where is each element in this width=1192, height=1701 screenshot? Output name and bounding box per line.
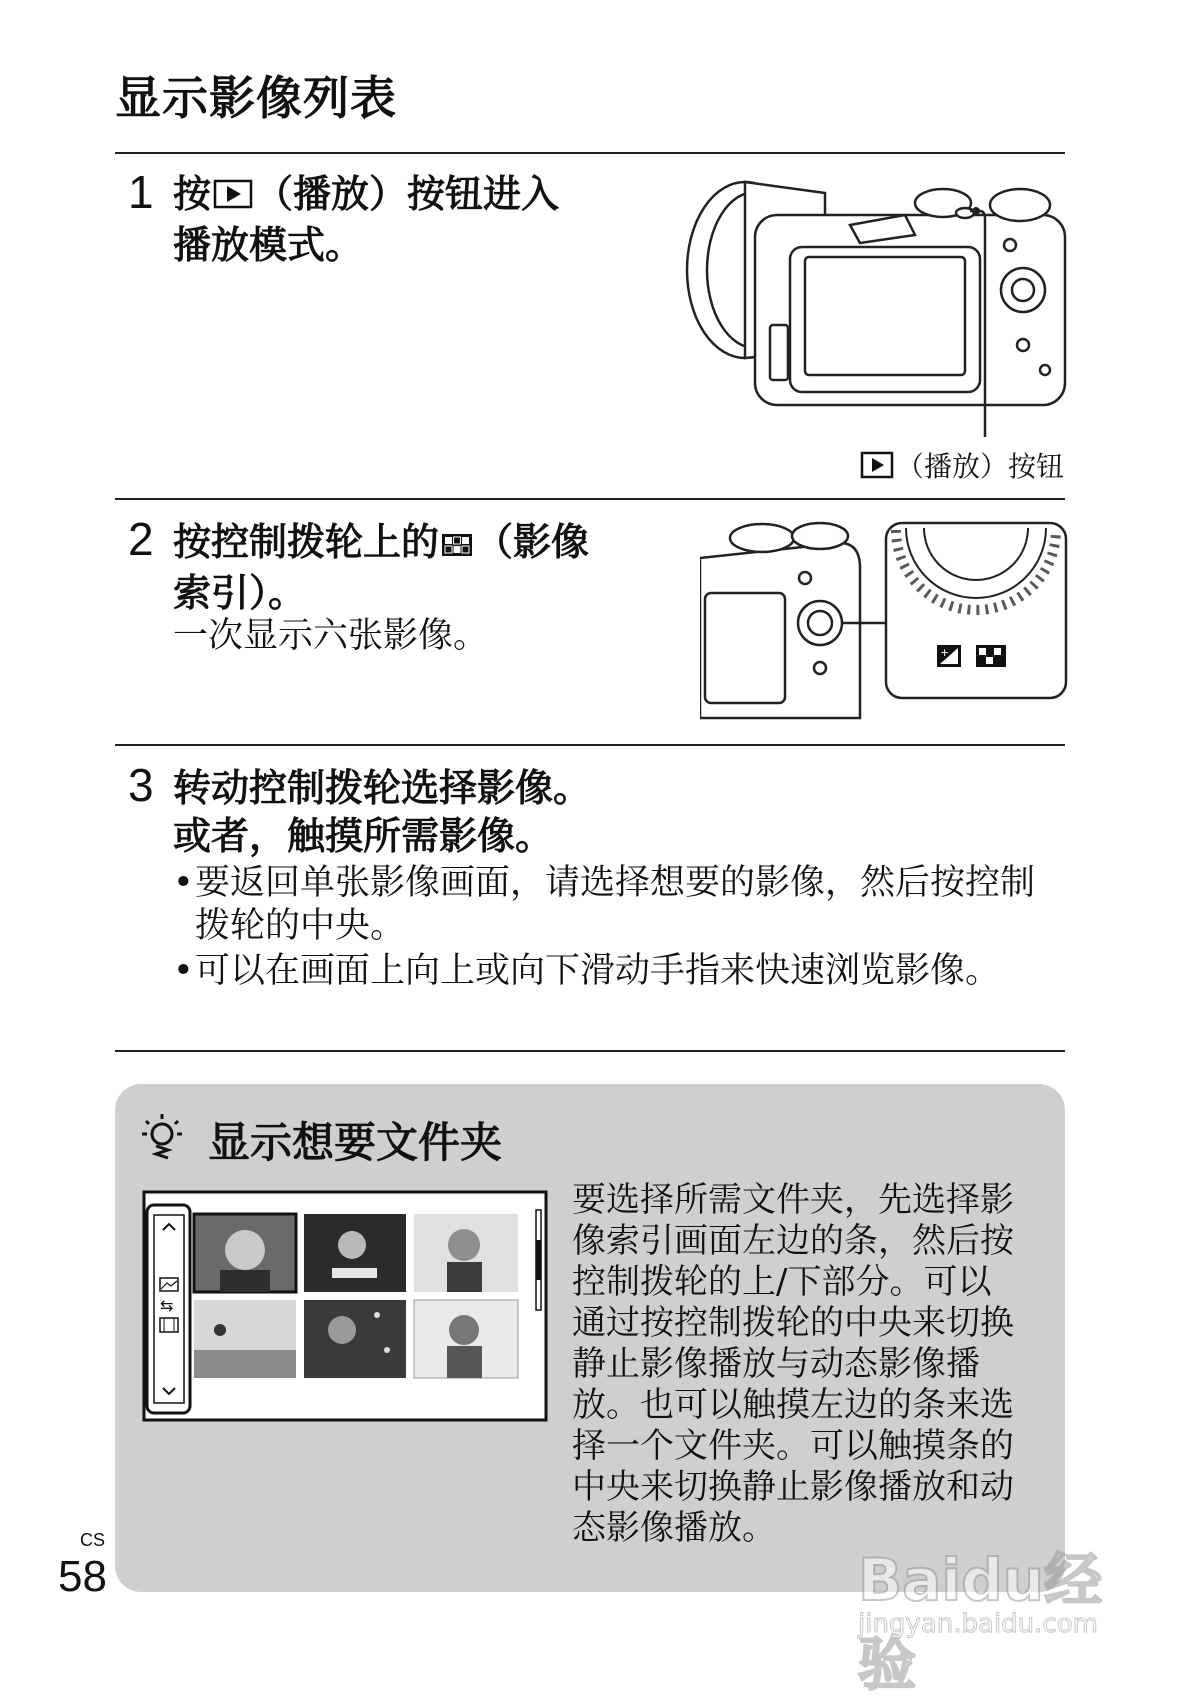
image-index-icon	[441, 521, 473, 569]
step-3-number: 3	[128, 759, 154, 811]
bullet-item	[173, 950, 1053, 993]
movie-icon	[160, 1318, 178, 1332]
step-1-instruction	[173, 170, 559, 269]
toggle-icon: ⇆	[160, 1296, 174, 1315]
step-1-number: 1	[128, 166, 154, 218]
bullet-dot-icon: •	[173, 863, 194, 903]
image-index-icon	[976, 645, 1006, 667]
watermark-brand: Baidu经验	[858, 1546, 1103, 1698]
tip-body: 要选择所需文件夹，先选择影像索引画面左边的条，然后按控制拨轮的上/下部分。可以通过按控制拨轮的中央来切换静止影像播放与动态影像播放。也可以触摸左边的条来选择一个文件夹。可以触摸条的中央来切换静止影像播放和动态影像播放。	[572, 1180, 1014, 1548]
bullet-item	[173, 862, 1053, 948]
step-1-text-b: （播放）按钮进入	[255, 172, 560, 216]
step-3-line-1: 转动控制拨轮选择影像。	[173, 766, 592, 810]
divider	[115, 1050, 1065, 1052]
divider	[115, 498, 1065, 500]
page-title: 显示影像列表	[115, 71, 397, 125]
watermark-url: jingyan.baidu.com	[858, 1609, 1098, 1639]
play-button-icon	[860, 451, 894, 486]
play-button-callout-text: （播放）按钮	[895, 450, 1064, 483]
camera-back-illustration	[675, 175, 1075, 443]
step-3-instruction	[173, 764, 591, 860]
exposure-compensation-icon	[937, 645, 961, 667]
bullet-dot-icon: •	[173, 951, 194, 991]
step-2-instruction	[173, 518, 589, 617]
index-screen-illustration	[142, 1190, 548, 1422]
control-wheel-illustration	[700, 518, 1070, 726]
bullet-text: 可以在画面上向上或向下滑动手指来快速浏览影像。	[195, 951, 1001, 991]
play-button-callout	[858, 445, 1064, 486]
watermark	[858, 1525, 1158, 1698]
tip-title: 显示想要文件夹	[208, 1118, 503, 1167]
step-2-text-c: 索引）。	[173, 570, 307, 615]
divider	[115, 744, 1065, 746]
play-button-icon	[213, 173, 253, 221]
step-1-text-a: 按	[173, 172, 212, 216]
page-number: 58	[58, 1552, 107, 1601]
step-2-text-b: （影像	[475, 520, 590, 564]
step-3-line-2: 或者，触摸所需影像。	[173, 814, 554, 858]
step-1-text-c: 播放模式。	[173, 222, 364, 267]
divider	[115, 152, 1065, 154]
step-2-note: 一次显示六张影像。	[173, 616, 489, 656]
step-2-number: 2	[128, 513, 154, 565]
lightbulb-hint-icon	[140, 1112, 184, 1164]
step-2-text-a: 按控制拨轮上的	[173, 520, 440, 564]
bullet-text: 要返回单张影像画面，请选择想要的影像，然后按控制拨轮的中央。	[195, 863, 1036, 946]
page-language-code: CS	[80, 1530, 106, 1550]
svg-text:+: +	[940, 646, 950, 659]
